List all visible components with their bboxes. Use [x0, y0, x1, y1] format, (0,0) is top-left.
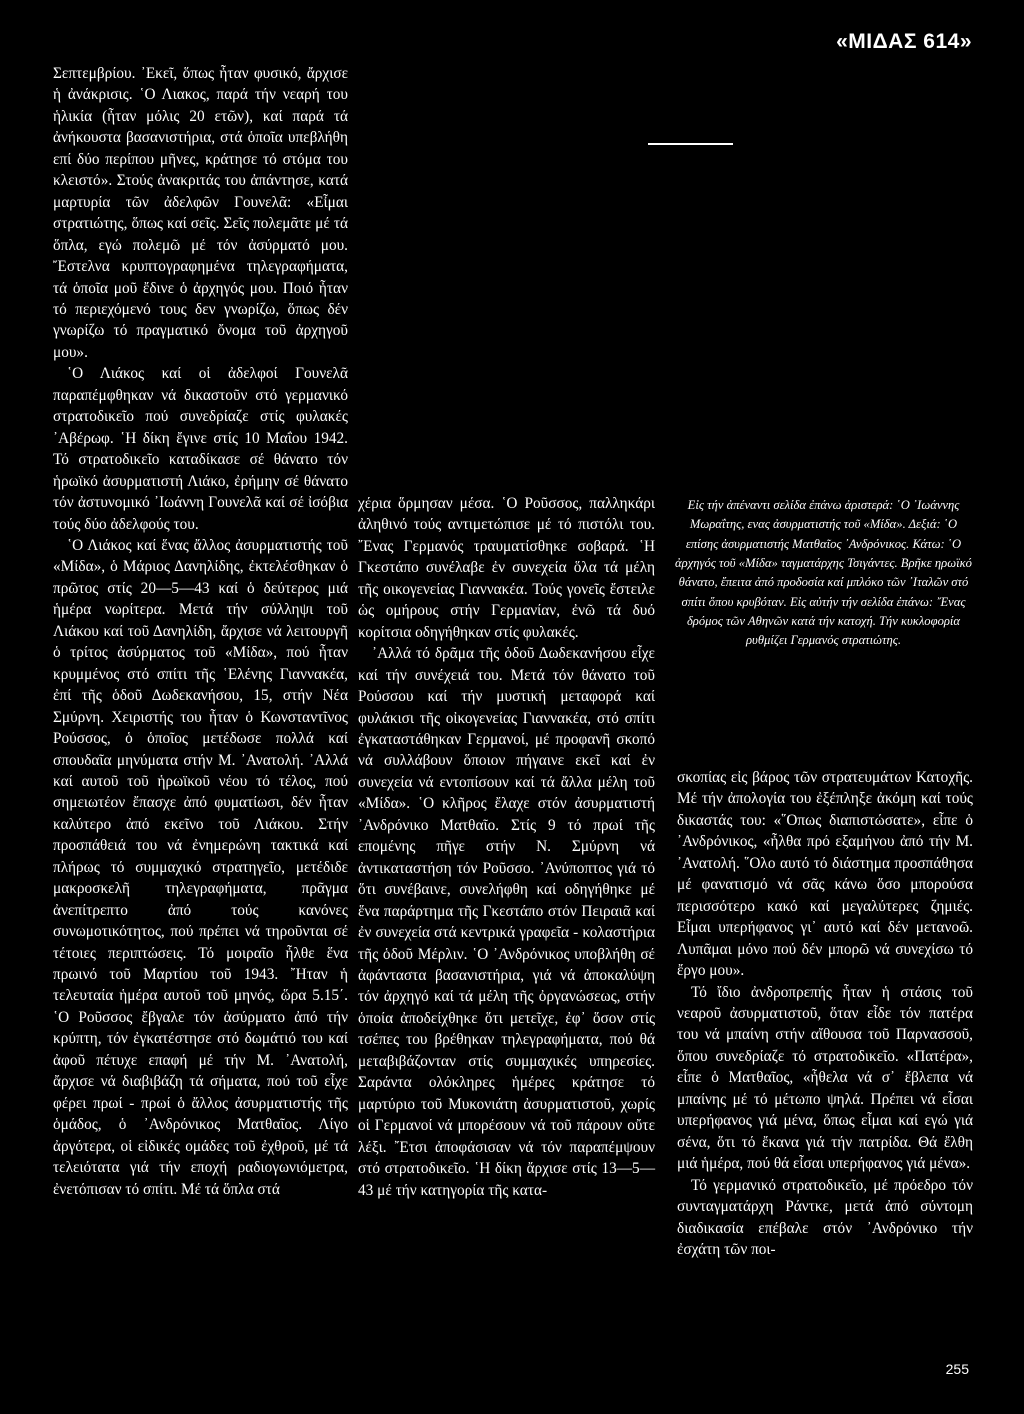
magazine-header: «ΜΙΔΑΣ 614» — [836, 30, 972, 53]
paragraph: ῾Ο Λιάκος καί οἱ ἀδελφοί Γουνελᾶ παραπέμφθηκαν νά δικαστοῦν στό γερμανικό στρατοδικεῖο πού συνεδρίαζε στίς φυλακές ᾿Αβέρωφ. ῾Η δίκη ἔγινε στίς 10 Μαΐου 1942. Τό στρατοδικεῖο καταδίκασε σέ θάνατο τόν ἡρωϊκό ἀσυρματιστή Λιάκο, ἐρήμην σέ θάνατο τόν ἀστυνομικό ᾿Ιωάννη Γουνελᾶ καί σέ ἰσόβια τούς δύο ἀδελφούς του. — [53, 365, 348, 533]
text-column-4 — [677, 767, 973, 1260]
paragraph: Σεπτεμβρίου. ᾿Εκεῖ, ὅπως ἦταν φυσικό, ἄρχισε ἡ ἀνάκρισις. ῾Ο Λιακος, παρά τήν νεαρή του ἡλικία (ἦταν μόλις 20 ετῶν), καί παρά τά ἀνήκουστα βασανιστήρια, στά ὁποῖα υπεβλήθη επί δύο περίπου μῆνες, κράτησε τό στόμα του κλειστό». Στούς ἀνακριτάς του ἀπάντησε, κατά μαρτυρία τῶν ἀδελφῶν Γουνελᾶ: «Εἶμαι στρατιώτης, ὅπως καί σεῖς. Σεῖς πολεμᾶτε μέ τά ὅπλα, εγώ πολεμῶ μέ τόν ἀσύρματό μου. Ἔστελνα κρυπτογραφημένα τηλεγραφήματα, τά ὁποῖα μοῦ ἔδινε ὁ ἀρχηγός μου. Ποιό ἦταν τό περιεχόμενό τους δεν γνωρίζω, ὅπως δέν γνωρίζω τό πραγματικό ὄνομα τοῦ ἀρχηγοῦ μου». — [53, 65, 348, 361]
page-number: 255 — [945, 1361, 969, 1377]
paragraph: σκοπίας εἰς βάρος τῶν στρατευμάτων Κατοχῆς. Μέ τήν ἀπολογία του ἐξέπληξε ἀκόμη καί τούς δικαστάς του: «῞Οπως διαπιστώσατε», εἶπε ὁ ᾿Ανδρόνικος, «ἦλθα πρό εξαμήνου ἀπό τήν Μ. ᾿Ανατολή. ῞Ολο αυτό τό διάστημα προσπάθησα μέ φανατισμό νά σᾶς κάνω ὅσο μπορούσα περισσότερο κακό καί μεγαλύτερες ζημιές. Εἶμαι υπερήφανος γι᾿ αυτό καί δέν μετανοῶ. Λυπᾶμαι μόνο πού δέν μπορῶ νά συνεχίσω τό ἔργο μου». — [677, 769, 973, 980]
divider-rule — [648, 143, 733, 145]
paragraph: ῾Ο Λιάκος καί ἕνας ἄλλος ἀσυρματιστής τοῦ «Μίδα», ὁ Μάριος Δανηλίδης, ἐκτελέσθηκαν ὁ πρῶτος στίς 20—5—43 καί ὁ δεύτερος μιά ἡμέρα νωρίτερα. Μετά τήν σύλληψι τοῦ Λιάκου καί τοῦ Δανηλίδη, ἄρχισε νά λειτουργῆ ὁ τρίτος ἀσύρματος τοῦ «Μίδα», πού ἦταν κρυμμένος στό σπίτι τῆς ῾Ελένης Γιαννακέα, ἐπί τῆς ὁδοῦ Δωδεκανήσου, 15, στήν Νέα Σμύρνη. Χειριστής του ἦταν ὁ Κωνσταντῖνος Ρούσσος, ὁ ὁποῖος μετέδωσε πολλά καί σπουδαῖα μηνύματα στήν Μ. ᾿Ανατολή. ᾿Αλλά καί αυτοῦ τοῦ ἡρωϊκοῦ νέου τό τέλος, πού σημειωτέον ἔπασχε ἀπό φυματίωσι, δέν ἦταν καλύτερο ἀπό εκεῖνο τοῦ Λιάκου. Στήν προσπάθειά του νά ἐνημερώνη τακτικά καί πλήρως τό συμμαχικό στρατηγεῖο, μετέδιδε μακροσκελῆ τηλεγραφήματα, πρᾶγμα ἀνεπίτρεπτο ἀπό τούς κανόνες συνωμοτικότητος, πού πρέπει νά τηροῦνται σέ τέτοιες περιπτώσεις. Τό μοιραῖο ἦλθε ἕνα πρωινό τοῦ Μαρτίου τοῦ 1943. ῎Ηταν ἡ τελευταία ἡμέρα αυτοῦ τοῦ μηνός, ὥρα 5.15΄. ῾Ο Ροῦσσος ἔβγαλε τόν ἀσύρματο ἀπό τήν κρύπτη, τόν ἐγκατέστησε στό δωμάτιό του καί ἀφοῦ πέτυχε επαφή μέ τήν Μ. ᾿Ανατολή, ἄρχισε νά διαβιβάζη τά σήματα, πού τοῦ εἶχε φέρει πρωί - πρωί ὁ ἄλλος ἀσυρματιστής τῆς ὁμάδος, ὁ ᾿Ανδρόνικος Ματθαῖος. Λίγο ἀργότερα, οἱ εἰδικές ομάδες τοῦ ἐχθροῦ, μέ τά τελειότατα γιά τήν εποχή ραδιογωνιόμετρα, ἐνετόπισαν τό σπίτι. Μέ τά ὅπλα στά — [53, 536, 348, 1198]
text-column-1 — [53, 63, 348, 1200]
text-column-2 — [358, 493, 655, 1201]
paragraph: ᾿Αλλά τό δρᾶμα τῆς ὁδοῦ Δωδεκανήσου εἶχε καί τήν συνέχειά του. Μετά τόν θάνατο τοῦ Ρούσσου καί τήν μυστική μεταφορά καί φυλάκισι τῆς οἰκογενείας Γιαννακέα, στό σπίτι ἐγκαταστάθηκαν Γερμανοί, μέ προφανῆ σκοπό νά συλλάβουν ὅποιον πήγαινε εκεῖ καί ἐν συνεχεία νά εντοπίσουν καί τά ἄλλα μέλη τοῦ «Μίδα». ῾Ο κλῆρος ἔλαχε στόν ἀσυρματιστή ᾿Ανδρόνικο Ματθαῖο. Στίς 9 τό πρωί τῆς επομένης πῆγε στήν Ν. Σμύρνη νά ἀντικαταστήση τόν Ροῦσσο. ᾿Ανύποπτος γιά τό ὅτι συνέβαινε, συνελήφθη καί οδηγήθηκε μέ ἕνα παράρτημα τῆς Γκεστάπο στόν Πειραιᾶ καί ἐν συνεχεία στά κεντρικά γραφεῖα - κολαστήρια τῆς ὁδοῦ Μέρλιν. ῾Ο ᾿Ανδρόνικος υποβλήθη σέ ἀφάνταστα βασανιστήρια, γιά νά ἀποκαλύψη τόν ἀρχηγό καί τά μέλη τῆς ὀργανώσεως, στήν ὁποία ἀποδείχθηκε ὅτι μετεῖχε, ἐφ᾿ ὅσον στίς τσέπες του βρέθηκαν τηλεγραφήματα, πού θά μεταβιβάζονταν στίς συμμαχικές υπηρεσίες. Σαράντα ολόκληρες ἡμέρες κράτησε τό μαρτύριο τοῦ Μυκονιάτη ἀσυρματιστοῦ, χωρίς οἱ Γερμανοί νά μπορέσουν νά τοῦ πάρουν οὔτε λέξι. ῎Ετσι ἀποφάσισαν νά τόν παραπέμψουν στό στρατοδικεῖο. ῾Η δίκη ἄρχισε στίς 13—5—43 μέ τήν κατηγορία τῆς κατα- — [358, 645, 655, 1199]
paragraph: Τό γερμανικό στρατοδικεῖο, μέ πρόεδρο τόν συνταγματάρχη Ράντκε, μετά ἀπό σύντομη διαδικασία επέβαλε στόν ᾿Ανδρόνικο τήν ἐσχάτη τῶν ποι- — [677, 1176, 973, 1258]
paragraph: Τό ἴδιο ἀνδροπρεπής ἦταν ἡ στάσις τοῦ νεαροῦ ἀσυρματιστοῦ, ὅταν εἶδε τόν πατέρα του νά μπαίνη στήν αἴθουσα τοῦ Παρνασσοῦ, ὅπου συνεδρίαζε τό στρατοδικεῖο. «Πατέρα», εἶπε ὁ Ματθαῖος, «ἦθελα νά σ᾿ ἔβλεπα νά μπαίνης μέ τό μέτωπο ψηλά. Πρέπει νά εἶσαι υπερήφανος γιά μένα, ὅπως εἶμαι καί εγώ γιά σένα, ὅτι τό ἔκανα γιά τήν πατρίδα. Θά ἔλθη μιά ἡμέρα, πού θά εἶσαι υπερήφανος γιά μένα». — [677, 983, 973, 1173]
paragraph: χέρια ὅρμησαν μέσα. ῾Ο Ροῦσσος, παλληκάρι ἀληθινό τούς αντιμετώπισε μέ τό πιστόλι του. ῎Ενας Γερμανός τραυματίσθηκε σοβαρά. ῾Η Γκεστάπο συνέλαβε ἐν συνεχεία ὅλα τά μέλη τῆς οικογενείας Γιαννακέα. Τούς γονεῖς ἔστειλε ὡς ομήρους στήν Γερμανίαν, ἐνῶ τά δυό κορίτσια οδηγήθηκαν στίς φυλακές. — [358, 495, 655, 641]
photo-caption: Εἰς τήν ἀπέναντι σελίδα ἐπάνω ἀριστερά: ῾Ο ᾿Ιωάννης Μωραΐτης, ενας ἀσυρματιστής τοῦ «Μίδα». Δεξιά: ῾Ο επίσης ἀσυρματιστής Ματθαῖος ᾿Ανδρόνικος. Κάτω: ῾Ο ἀρχηγός τοῦ «Μίδα» ταγματάρχης Τσιγάντες. Βρῆκε ηρωϊκό θάνατο, ἔπειτα ἀπό προδοσία καί μπλόκο τῶν ᾿Ιταλῶν στό σπίτι ὅπου κρυβόταν. Εἰς αὐτήν τήν σελίδα ἐπάνω: ῎Ενας δρόμος τῶν Αθηνῶν κατά τήν κατοχή. Τήν κυκλοφορία ρυθμίζει Γερμανός στρατιώτης. — [675, 498, 972, 648]
